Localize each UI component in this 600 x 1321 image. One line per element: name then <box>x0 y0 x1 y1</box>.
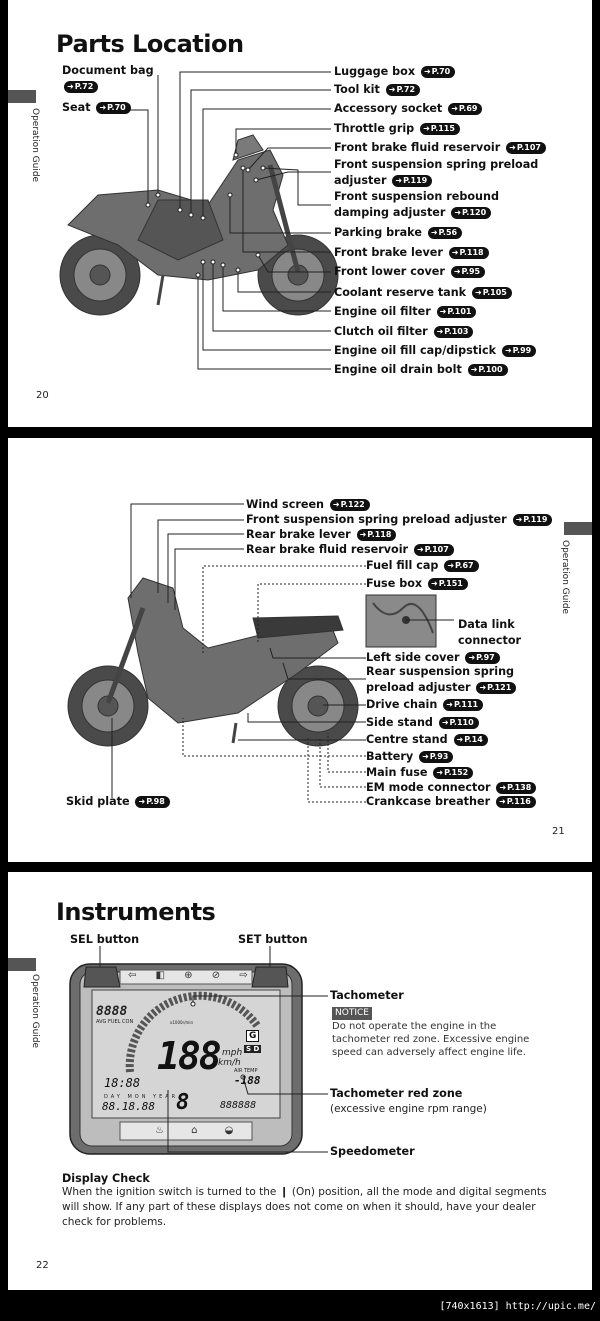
label-sel-button: SEL button <box>70 933 140 946</box>
label-wind-screen: Wind screen ➜P.122 <box>246 498 370 512</box>
label-throttle-grip: Throttle grip ➜P.115 <box>334 122 460 136</box>
page-parts-location-1 <box>8 0 592 427</box>
page-ref-badge[interactable]: ➜P.116 <box>496 796 536 808</box>
page-ref-badge[interactable]: ➜P.152 <box>433 767 473 779</box>
label-rear-susp-1: Rear suspension spring <box>366 665 515 678</box>
lcd-trip-time: 18:88 <box>104 1076 141 1090</box>
page-ref-badge[interactable]: ➜P.100 <box>468 364 508 376</box>
page-title: Parts Location <box>56 30 244 58</box>
page-title: Instruments <box>56 898 216 926</box>
page-number: 20 <box>36 390 49 401</box>
page-ref-badge[interactable]: ➜P.67 <box>444 560 478 572</box>
page-ref-badge[interactable]: ➜P.105 <box>472 287 512 299</box>
label-fuse-box: Fuse box ➜P.151 <box>366 577 468 591</box>
page-ref-badge[interactable]: ➜P.72 <box>386 84 420 96</box>
lcd-tach-unit: x1000r/min <box>170 1020 194 1025</box>
lcd-odometer: 888888 <box>220 1100 257 1111</box>
notice-line: Do not operate the engine in the <box>332 1021 497 1032</box>
label-centre-stand: Centre stand ➜P.14 <box>366 733 488 747</box>
label-data-link-2: connector <box>458 634 522 647</box>
label-engine-oil-fill-cap: Engine oil fill cap/dipstick ➜P.99 <box>334 344 536 358</box>
page-ref-badge[interactable]: ➜P.115 <box>420 123 460 135</box>
bottom-telltales: ♨ ⌂ ◒ <box>155 1125 246 1136</box>
lcd-date: 88.18.88 <box>102 1100 155 1113</box>
label-left-side-cover: Left side cover ➜P.97 <box>366 651 500 665</box>
page-ref-badge[interactable]: ➜P.103 <box>434 326 474 338</box>
page-ref-badge[interactable]: ➜P.118 <box>357 529 397 541</box>
page-ref-badge[interactable]: ➜P.93 <box>419 751 453 763</box>
label-engine-oil-drain-bolt: Engine oil drain bolt ➜P.100 <box>334 363 508 377</box>
lcd-speed: 188 <box>157 1034 220 1078</box>
label-front-susp-preload-1: Front suspension spring preload <box>334 158 539 171</box>
label-seat: Seat ➜P.70 <box>62 101 131 115</box>
label-battery: Battery ➜P.93 <box>366 750 453 764</box>
lcd-gear: 8 <box>176 1090 190 1115</box>
label-data-link-1: Data link <box>458 618 515 631</box>
display-check-body: When the ignition switch is turned to the ❙ (On) position, all the mode and digital segments will show. If any part of these displays does not come on when it should, have your dealer check for problems. <box>62 1186 547 1228</box>
page-ref-badge[interactable]: ➜P.111 <box>443 699 483 711</box>
page-ref-badge[interactable]: ➜P.122 <box>330 499 370 511</box>
page-ref-badge[interactable]: ➜P.121 <box>476 682 516 694</box>
notice-badge: NOTICE <box>332 1007 372 1020</box>
lcd-unit-kmh: km/h <box>218 1058 241 1068</box>
lcd-mode-sd: S D <box>246 1045 260 1053</box>
label-engine-oil-filter: Engine oil filter ➜P.101 <box>334 305 476 319</box>
page-ref-badge[interactable]: ➜P.70 <box>96 102 130 114</box>
notice-line: tachometer red zone. Excessive engine <box>332 1034 530 1045</box>
page-ref-badge[interactable]: ➜P.99 <box>502 345 536 357</box>
label-drive-chain: Drive chain ➜P.111 <box>366 698 483 712</box>
label-rear-susp-2: preload adjuster ➜P.121 <box>366 681 516 695</box>
telltale-icons: ⇦ ◧ ⊕ ⊘ ⇨ <box>128 970 256 981</box>
label-front-brake-fluid-reservoir: Front brake fluid reservoir ➜P.107 <box>334 141 546 155</box>
label-rear-brake-fluid-reservoir: Rear brake fluid reservoir ➜P.107 <box>246 543 454 557</box>
page-instruments <box>8 872 592 1290</box>
label-side-stand: Side stand ➜P.110 <box>366 716 479 730</box>
page-ref-badge[interactable]: ➜P.119 <box>513 514 553 526</box>
page-ref-badge[interactable]: ➜P.101 <box>437 306 477 318</box>
label-front-susp-rebound-1: Front suspension rebound <box>334 190 499 203</box>
label-luggage-box: Luggage box ➜P.70 <box>334 65 455 79</box>
page-ref-badge[interactable]: ➜P.97 <box>465 652 499 664</box>
page-number: 21 <box>552 826 565 837</box>
lcd-air-temp: -188 <box>234 1074 261 1087</box>
page-parts-location-2 <box>8 438 592 862</box>
display-check-title: Display Check <box>62 1172 150 1185</box>
label-accessory-socket: Accessory socket ➜P.69 <box>334 102 482 116</box>
label-rear-brake-lever: Rear brake lever ➜P.118 <box>246 528 396 542</box>
label-front-susp-preload: Front suspension spring preload adjuster ➜P.119 <box>246 513 552 527</box>
side-label: Operation Guide <box>560 540 570 615</box>
label-front-susp-rebound-2: damping adjuster ➜P.120 <box>334 206 491 220</box>
notice-box <box>332 1006 529 1059</box>
label-front-lower-cover: Front lower cover ➜P.95 <box>334 265 485 279</box>
label-main-fuse: Main fuse ➜P.152 <box>366 766 473 780</box>
label-clutch-oil-filter: Clutch oil filter ➜P.103 <box>334 325 473 339</box>
page-ref-badge[interactable]: ➜P.107 <box>414 544 454 556</box>
label-em-mode-connector: EM mode connector ➜P.138 <box>366 781 536 795</box>
label-tachometer-red-zone: Tachometer red zone <box>330 1087 463 1100</box>
lcd-clock: 8888 <box>96 1004 128 1019</box>
page-ref-badge[interactable]: ➜P.56 <box>428 227 462 239</box>
label-front-brake-lever: Front brake lever ➜P.118 <box>334 246 489 260</box>
footer-watermark: [740x1613] http://upic.me/ <box>439 1301 596 1312</box>
page-ref-badge[interactable]: ➜P.70 <box>421 66 455 78</box>
lcd-unit-mph: mph <box>222 1048 243 1058</box>
side-label: Operation Guide <box>30 108 40 183</box>
label-red-zone-sub: (excessive engine rpm range) <box>330 1103 487 1115</box>
lcd-mode-g: G <box>246 1030 259 1042</box>
label-fuel-fill-cap: Fuel fill cap ➜P.67 <box>366 559 479 573</box>
label-crankcase-breather: Crankcase breather ➜P.116 <box>366 795 536 809</box>
lcd-date-labels: DAY MON YEAR <box>104 1094 179 1100</box>
page-ref-badge[interactable]: ➜P.69 <box>448 103 482 115</box>
label-coolant-reserve-tank: Coolant reserve tank ➜P.105 <box>334 286 512 300</box>
label-document-bag-ref <box>62 80 98 94</box>
page-ref-badge[interactable]: ➜P.14 <box>454 734 488 746</box>
notice-line: speed can adversely affect engine life. <box>332 1047 526 1058</box>
side-label: Operation Guide <box>30 974 40 1049</box>
page-ref-badge[interactable]: ➜P.120 <box>451 207 491 219</box>
page-ref-badge[interactable]: ➜P.107 <box>506 142 546 154</box>
label-speedometer: Speedometer <box>330 1145 415 1158</box>
label-set-button: SET button <box>238 933 308 946</box>
page-number: 22 <box>36 1260 49 1271</box>
label-parking-brake: Parking brake ➜P.56 <box>334 226 462 240</box>
page-ref-badge[interactable]: ➜P.119 <box>392 175 432 187</box>
page-ref-badge[interactable]: ➜P.98 <box>135 796 169 808</box>
lcd-air-temp-label: AIR TEMP <box>234 1068 258 1074</box>
page-ref-badge[interactable]: ➜P.95 <box>451 266 485 278</box>
label-document-bag: Document bag <box>62 64 154 77</box>
page-ref-badge[interactable]: ➜P.138 <box>496 782 536 794</box>
label-tachometer: Tachometer <box>330 989 404 1002</box>
page-ref-badge[interactable]: ➜P.118 <box>449 247 489 259</box>
page-ref-badge[interactable]: ➜P.151 <box>428 578 468 590</box>
page-ref-badge[interactable]: ➜P.110 <box>439 717 479 729</box>
lcd-avg-label: AVG FUEL CON <box>96 1019 134 1025</box>
label-tool-kit: Tool kit ➜P.72 <box>334 83 420 97</box>
page-ref-badge[interactable]: ➜P.72 <box>64 81 98 93</box>
label-skid-plate: Skid plate ➜P.98 <box>66 795 170 809</box>
label-front-susp-preload-2: adjuster ➜P.119 <box>334 174 432 188</box>
